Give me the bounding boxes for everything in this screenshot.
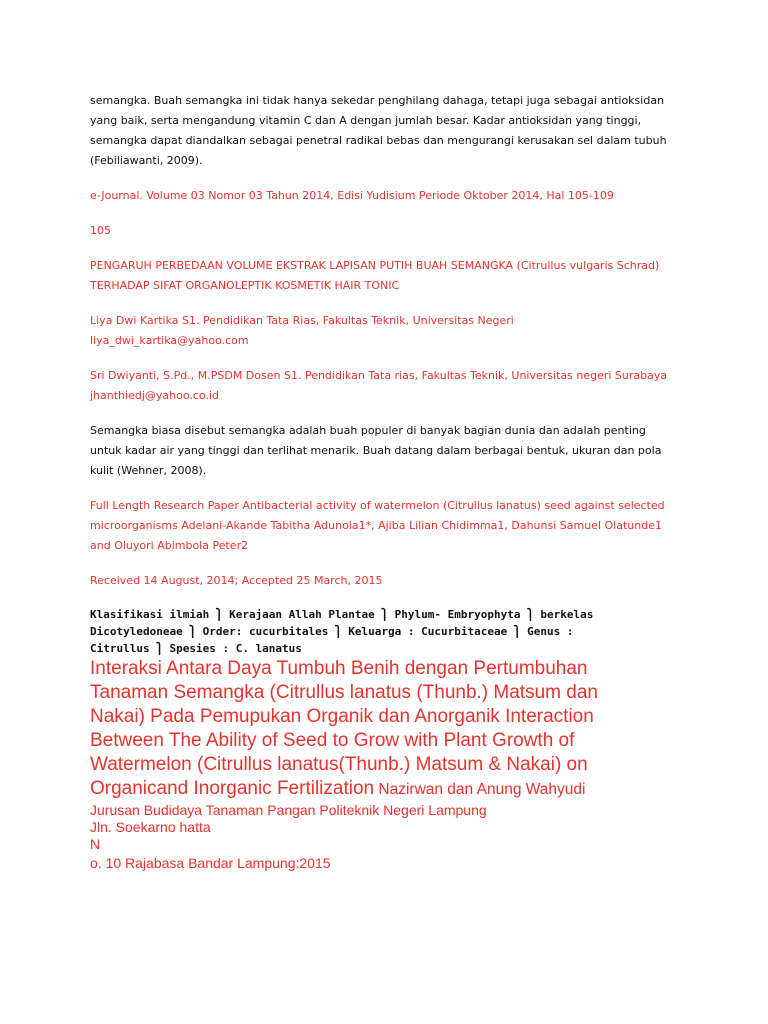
paragraph-semangka-antioksidan: semangka. Buah semangka ini tidak hanya sekedar penghilang dahaga, tetapi juga sebagai antioksidan yang baik, serta mengandung vitamin C dan A dengan jumlah besar. Kadar antioksidan yang tinggi, semangka dapat diandalkan sebagai penetral radikal bebas dan mengurangi kerusakan sel dalam tubuh (Febiliawanti, 2009). — [90, 94, 667, 167]
received-dates: Received 14 August, 2014; Accepted 25 March, 2015 — [90, 574, 383, 587]
address: o. 10 Rajabasa Bandar Lampung:2015 — [90, 855, 331, 871]
document-body — [90, 91, 690, 872]
paragraph-semangka-populer: Semangka biasa disebut semangka adalah buah populer di banyak bagian dunia dan adalah penting untuk kadar air yang tinggi dan terlihat menarik. Buah datang dalam berbagai bentuk, ukuran dan pola kulit (Wehner, 2008). — [90, 424, 662, 477]
journal-citation: e-Journal. Volume 03 Nomor 03 Tahun 2014, Edisi Yudisium Periode Oktober 2014, Hal 105-109 — [90, 189, 614, 202]
interaction-title-text: Interaksi Antara Daya Tumbuh Benih dengan Pertumbuhan Tanaman Semangka (Citrullus lanatus (Thunb.) Matsum dan Nakai) Pada Pemupukan Organik dan Anorganik Interaction Between The Ability of Seed to Grow with Plant Growth of Watermelon (Citrullus lanatus(Thunb.) Matsum & Nakai) on Organicand Inorganic Fertilization — [90, 658, 598, 799]
research-paper-citation: Full Length Research Paper Antibacterial activity of watermelon (Citrullus lanatus) seed against selected microorganisms Adelani-Akande Tabitha Adunola1*, Ajiba Lilian Chidimma1, Dahunsi Samuel Olatunde1 and Oluyori Abimbola Peter2 — [90, 499, 665, 552]
interaction-title — [90, 657, 690, 802]
author-sri: Sri Dwiyanti, S.Pd., M.PSDM Dosen S1. Pendidikan Tata rias, Fakultas Teknik, Universitas negeri Surabaya jhanthiedj@yahoo.co.id — [90, 369, 668, 402]
page-number: 105 — [90, 224, 111, 237]
affiliation: Jurusan Budidaya Tanaman Pangan Politeknik Negeri Lampung Jln. Soekarno hatta N — [90, 802, 487, 852]
interaction-authors: Nazirwan dan Anung Wahyudi — [374, 781, 586, 798]
author-liya: Liya Dwi Kartika S1. Pendidikan Tata Rias, Fakultas Teknik, Universitas Negeri liya_dwi_kartika@yahoo.com — [90, 314, 514, 347]
classification-block: Klasifikasi ilmiah ⎫ Kerajaan Allah Plantae ⎫ Phylum- Embryophyta ⎫ berkelas Dicotyledoneae ⎫ Order: cucurbitales ⎫ Keluarga : Cucurbitaceae ⎫ Genus : Citrullus ⎫ Spesies : C. lanatus — [90, 608, 594, 655]
article-title: PENGARUH PERBEDAAN VOLUME EKSTRAK LAPISAN PUTIH BUAH SEMANGKA (Citrullus vulgaris Schrad) TERHADAP SIFAT ORGANOLEPTIK KOSMETIK HAIR TONIC — [90, 259, 660, 292]
